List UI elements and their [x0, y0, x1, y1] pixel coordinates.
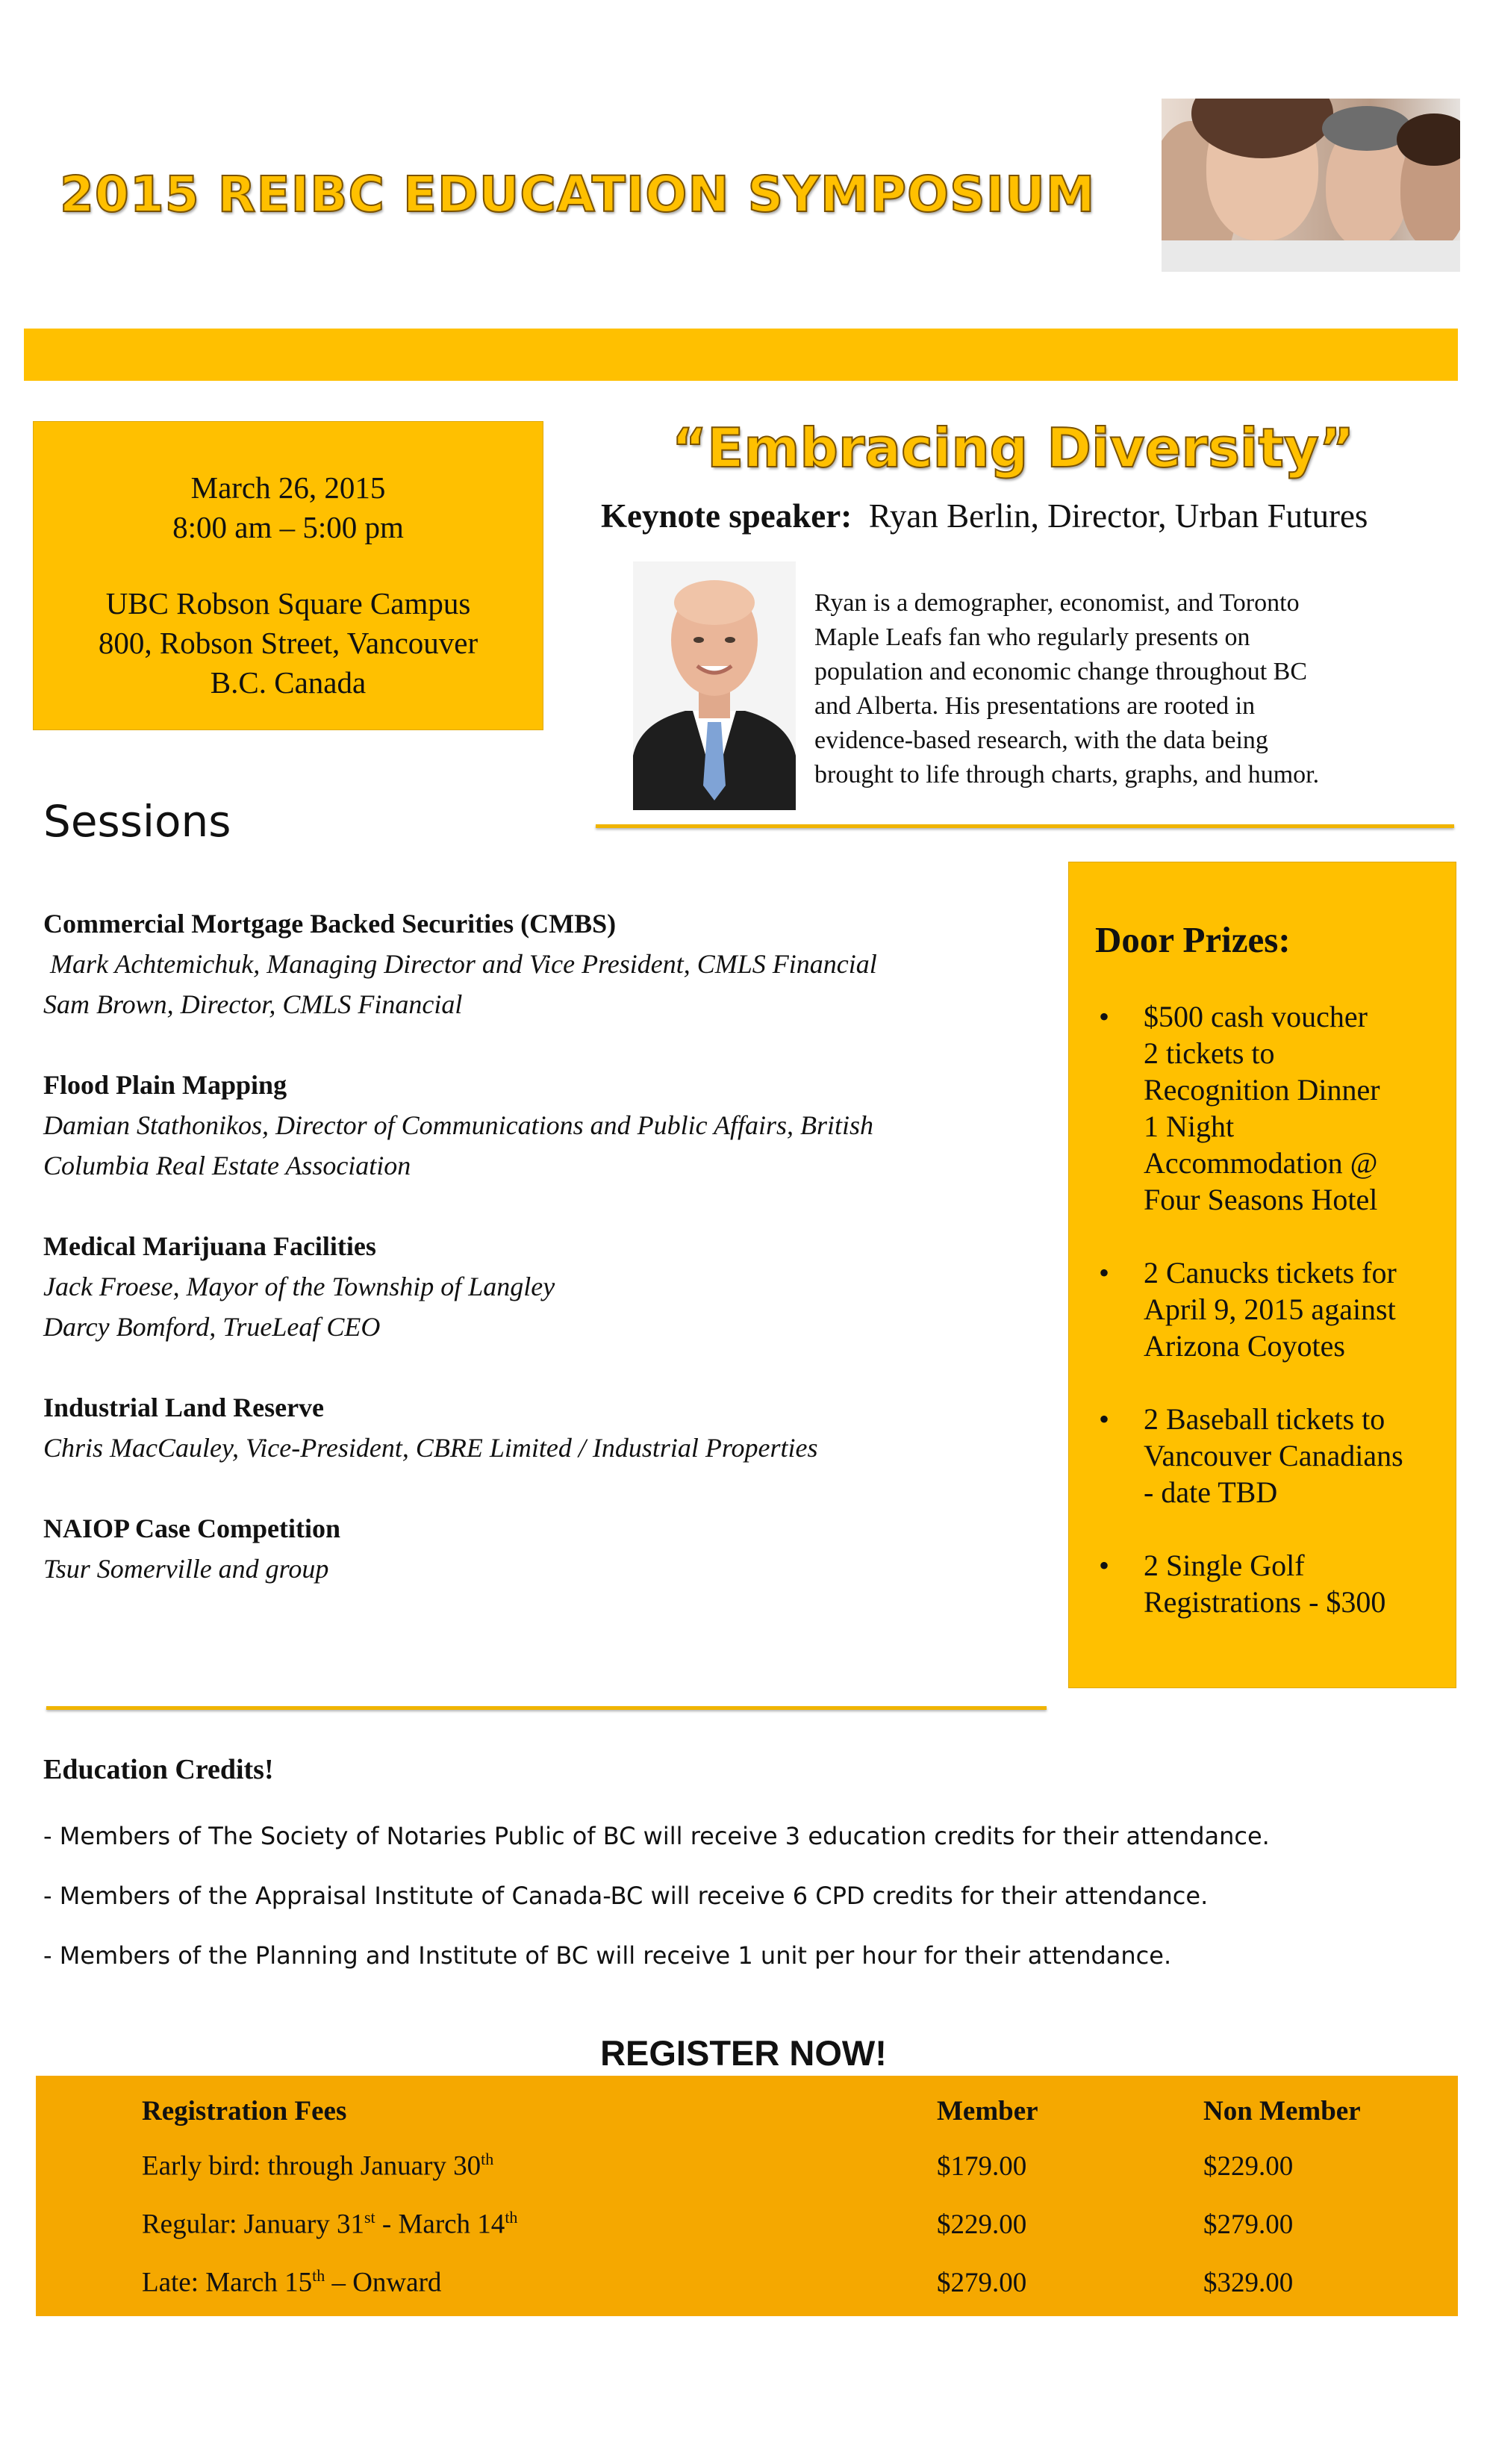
bio-line: and Alberta. His presentations are rooted in — [814, 692, 1256, 720]
page-title: 2015 REIBC EDUCATION SYMPOSIUM — [60, 166, 1096, 223]
door-prizes-heading: Door Prizes: — [1095, 919, 1291, 960]
sessions-heading: Sessions — [43, 796, 231, 847]
keynote-bio — [814, 586, 1441, 792]
fee-period: Early bird: through January 30th — [142, 2150, 494, 2182]
table-row — [142, 2137, 1442, 2195]
bullet-icon: • — [1099, 1549, 1110, 1582]
register-now-heading: REGISTER NOW! — [600, 2033, 887, 2073]
fees-header-nonmember: Non Member — [1203, 2095, 1361, 2127]
session-title: Medical Marijuana Facilities — [43, 1231, 376, 1261]
session-item — [43, 1226, 1036, 1347]
session-item — [43, 1508, 1036, 1589]
fee-member: $279.00 — [937, 2267, 1027, 2298]
session-title: Industrial Land Reserve — [43, 1393, 325, 1422]
event-time: 8:00 am – 5:00 pm — [172, 510, 404, 544]
sessions-divider — [46, 1706, 1047, 1710]
session-speaker: Jack Froese, Mayor of the Township of Langley — [43, 1272, 555, 1301]
session-title: Commercial Mortgage Backed Securities (CMBS) — [43, 909, 617, 939]
prize-item — [1099, 1254, 1442, 1364]
prize-line: 2 tickets to — [1144, 1036, 1275, 1070]
keynote-label: Keynote speaker — [601, 497, 841, 535]
bullet-icon: • — [1099, 1402, 1110, 1436]
fee-nonmember: $279.00 — [1203, 2209, 1294, 2240]
credits-heading: Education Credits! — [43, 1754, 274, 1785]
fee-nonmember: $229.00 — [1203, 2150, 1294, 2182]
session-speaker: Darcy Bomford, TrueLeaf CEO — [43, 1312, 381, 1342]
session-speaker: Mark Achtemichuk, Managing Director and Vice President, CMLS Financial — [43, 949, 877, 979]
fee-member: $229.00 — [937, 2209, 1027, 2240]
sessions-list — [43, 903, 1036, 1629]
header-people-photo — [1162, 99, 1460, 272]
fee-member: $179.00 — [937, 2150, 1027, 2182]
registration-fees-table — [36, 2076, 1458, 2316]
prize-item — [1099, 1401, 1442, 1511]
header-divider-bar — [24, 329, 1458, 381]
session-speaker: Columbia Real Estate Association — [43, 1151, 411, 1180]
fee-period: Late: March 15th – Onward — [142, 2266, 442, 2298]
event-region: B.C. Canada — [210, 665, 367, 700]
fees-header-row — [142, 2085, 1442, 2137]
prize-line: April 9, 2015 against — [1144, 1292, 1396, 1326]
door-prizes-box — [1069, 862, 1456, 1687]
prize-line: $500 cash voucher — [1144, 1000, 1368, 1033]
prize-line: - date TBD — [1144, 1475, 1278, 1509]
session-item — [43, 903, 1036, 1024]
bio-line: brought to life through charts, graphs, and humor. — [814, 761, 1320, 788]
session-speaker: Tsur Somerville and group — [43, 1554, 329, 1584]
bio-line: evidence-based research, with the data being — [814, 727, 1268, 754]
table-row — [142, 2253, 1442, 2312]
prize-line: 2 Single Golf — [1144, 1549, 1305, 1582]
event-info-box — [34, 422, 543, 729]
event-address: 800, Robson Street, Vancouver — [98, 626, 478, 660]
speaker-portrait-icon — [633, 561, 796, 810]
event-date: March 26, 2015 — [190, 470, 386, 505]
session-title: NAIOP Case Competition — [43, 1513, 340, 1543]
session-item — [43, 1065, 1036, 1186]
bio-line: population and economic change throughout BC — [814, 658, 1308, 685]
table-row — [142, 2195, 1442, 2253]
prize-line: 2 Canucks tickets for — [1144, 1256, 1397, 1289]
prize-line: Four Seasons Hotel — [1144, 1183, 1378, 1216]
prize-line: Registrations - $300 — [1144, 1585, 1386, 1619]
bio-line: Ryan is a demographer, economist, and Toronto — [814, 589, 1300, 617]
fees-header-label: Registration Fees — [142, 2095, 347, 2127]
prize-line: Accommodation @ — [1144, 1146, 1378, 1180]
prize-item — [1099, 1547, 1442, 1620]
keynote-speaker: Ryan Berlin, Director, Urban Futures — [868, 497, 1368, 535]
prize-line: 2 Baseball tickets to — [1144, 1402, 1385, 1436]
session-speaker: Damian Stathonikos, Director of Communications and Public Affairs, British — [43, 1110, 873, 1140]
prize-item — [1099, 998, 1442, 1218]
keynote-line: Keynote speaker: Ryan Berlin, Director, Urban Futures — [601, 497, 1368, 535]
bullet-icon: • — [1099, 1256, 1110, 1289]
prize-line: Recognition Dinner — [1144, 1073, 1380, 1107]
bullet-icon: • — [1099, 1000, 1110, 1033]
fee-nonmember: $329.00 — [1203, 2267, 1294, 2298]
session-speaker: Chris MacCauley, Vice-President, CBRE Limited / Industrial Properties — [43, 1433, 818, 1463]
credit-line: - Members of the Appraisal Institute of Canada-BC will receive 6 CPD credits for their attendance. — [43, 1882, 1209, 1910]
credit-line: - Members of the Planning and Institute of BC will receive 1 unit per hour for their attendance. — [43, 1941, 1172, 1970]
event-venue: UBC Robson Square Campus — [105, 586, 471, 620]
credit-line: - Members of The Society of Notaries Public of BC will receive 3 education credits for their attendance. — [43, 1822, 1270, 1850]
prize-line: Arizona Coyotes — [1144, 1329, 1345, 1363]
prize-line: Vancouver Canadians — [1144, 1439, 1403, 1472]
theme-title: “Embracing Diversity” — [671, 417, 1355, 479]
bio-line: Maple Leafs fan who regularly presents on — [814, 623, 1250, 651]
session-title: Flood Plain Mapping — [43, 1070, 287, 1100]
fees-header-member: Member — [937, 2095, 1038, 2127]
fee-period: Regular: January 31st - March 14th — [142, 2208, 518, 2240]
session-item — [43, 1387, 1036, 1468]
door-prizes-list — [1099, 998, 1442, 1657]
keynote-divider — [596, 824, 1454, 828]
speaker-photo — [633, 561, 796, 810]
prize-line: 1 Night — [1144, 1110, 1235, 1143]
session-speaker: Sam Brown, Director, CMLS Financial — [43, 989, 463, 1019]
